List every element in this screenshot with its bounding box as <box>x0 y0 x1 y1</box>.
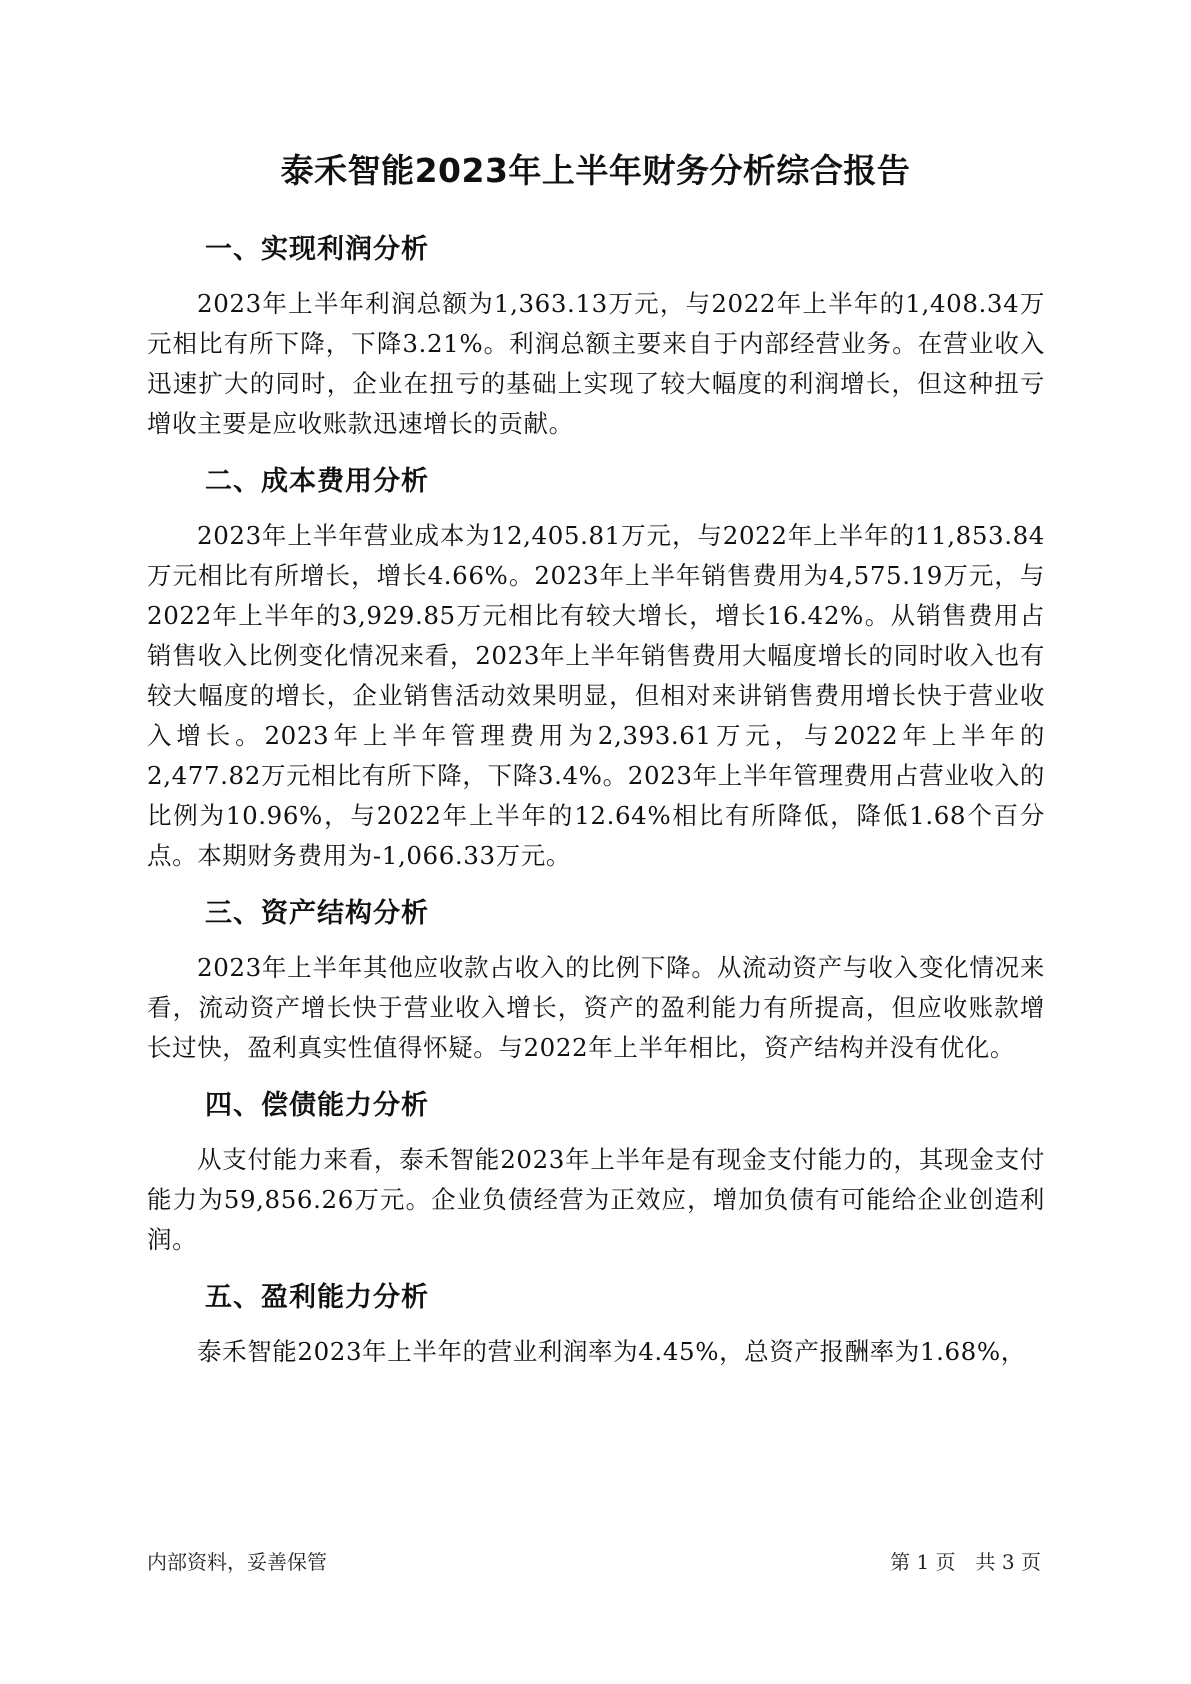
section-paragraph: 泰禾智能2023年上半年的营业利润率为4.45%，总资产报酬率为1.68%， <box>197 1337 1026 1366</box>
document-body <box>147 230 1045 1390</box>
section-heading: 三、资产结构分析 <box>205 898 429 929</box>
section-heading: 一、实现利润分析 <box>205 234 429 265</box>
section-asset-structure <box>147 894 1045 1068</box>
section-paragraph: 2023年上半年营业成本为12,405.81万元，与2022年上半年的11,853.84万元相比有所增长，增长4.66%。2023年上半年销售费用为4,575.19万元，与2022年上半年的3,929.85万元相比有较大增长，增长16.42%。从销售费用占销售收入比例变化情况来看，2023年上半年销售费用大幅度增长的同时收入也有较大幅度的增长，企业销售活动效果明显，但相对来讲销售费用增长快于营业收入增长。2023年上半年管理费用为2,393.61万元，与2022年上半年的2,477.82万元相比有所下降，下降3.4%。2023年上半年管理费用占营业收入的比例为10.96%，与2022年上半年的12.64%相比有所降低，降低1.68个百分点。本期财务费用为-1,066.33万元。 <box>147 521 1045 870</box>
footer-confidential-note: 内部资料，妥善保管 <box>147 1550 327 1574</box>
section-heading: 二、成本费用分析 <box>205 466 429 497</box>
section-profitability <box>147 1278 1045 1372</box>
document-title: 泰禾智能2023年上半年财务分析综合报告 <box>280 151 911 190</box>
section-solvency <box>147 1086 1045 1260</box>
section-paragraph: 从支付能力来看，泰禾智能2023年上半年是有现金支付能力的，其现金支付能力为59,856.26万元。企业负债经营为正效应，增加负债有可能给企业创造利润。 <box>147 1145 1045 1254</box>
section-heading: 五、盈利能力分析 <box>205 1282 429 1313</box>
section-heading: 四、偿债能力分析 <box>205 1090 429 1121</box>
section-profit-analysis <box>147 230 1045 444</box>
footer-page-number: 第 1 页 共 3 页 <box>890 1550 1041 1574</box>
section-cost-analysis <box>147 462 1045 876</box>
section-paragraph: 2023年上半年利润总额为1,363.13万元，与2022年上半年的1,408.34万元相比有所下降，下降3.21%。利润总额主要来自于内部经营业务。在营业收入迅速扩大的同时，企业在扭亏的基础上实现了较大幅度的利润增长，但这种扭亏增收主要是应收账款迅速增长的贡献。 <box>147 289 1045 438</box>
section-paragraph: 2023年上半年其他应收款占收入的比例下降。从流动资产与收入变化情况来看，流动资产增长快于营业收入增长，资产的盈利能力有所提高，但应收账款增长过快，盈利真实性值得怀疑。与2022年上半年相比，资产结构并没有优化。 <box>147 953 1045 1062</box>
